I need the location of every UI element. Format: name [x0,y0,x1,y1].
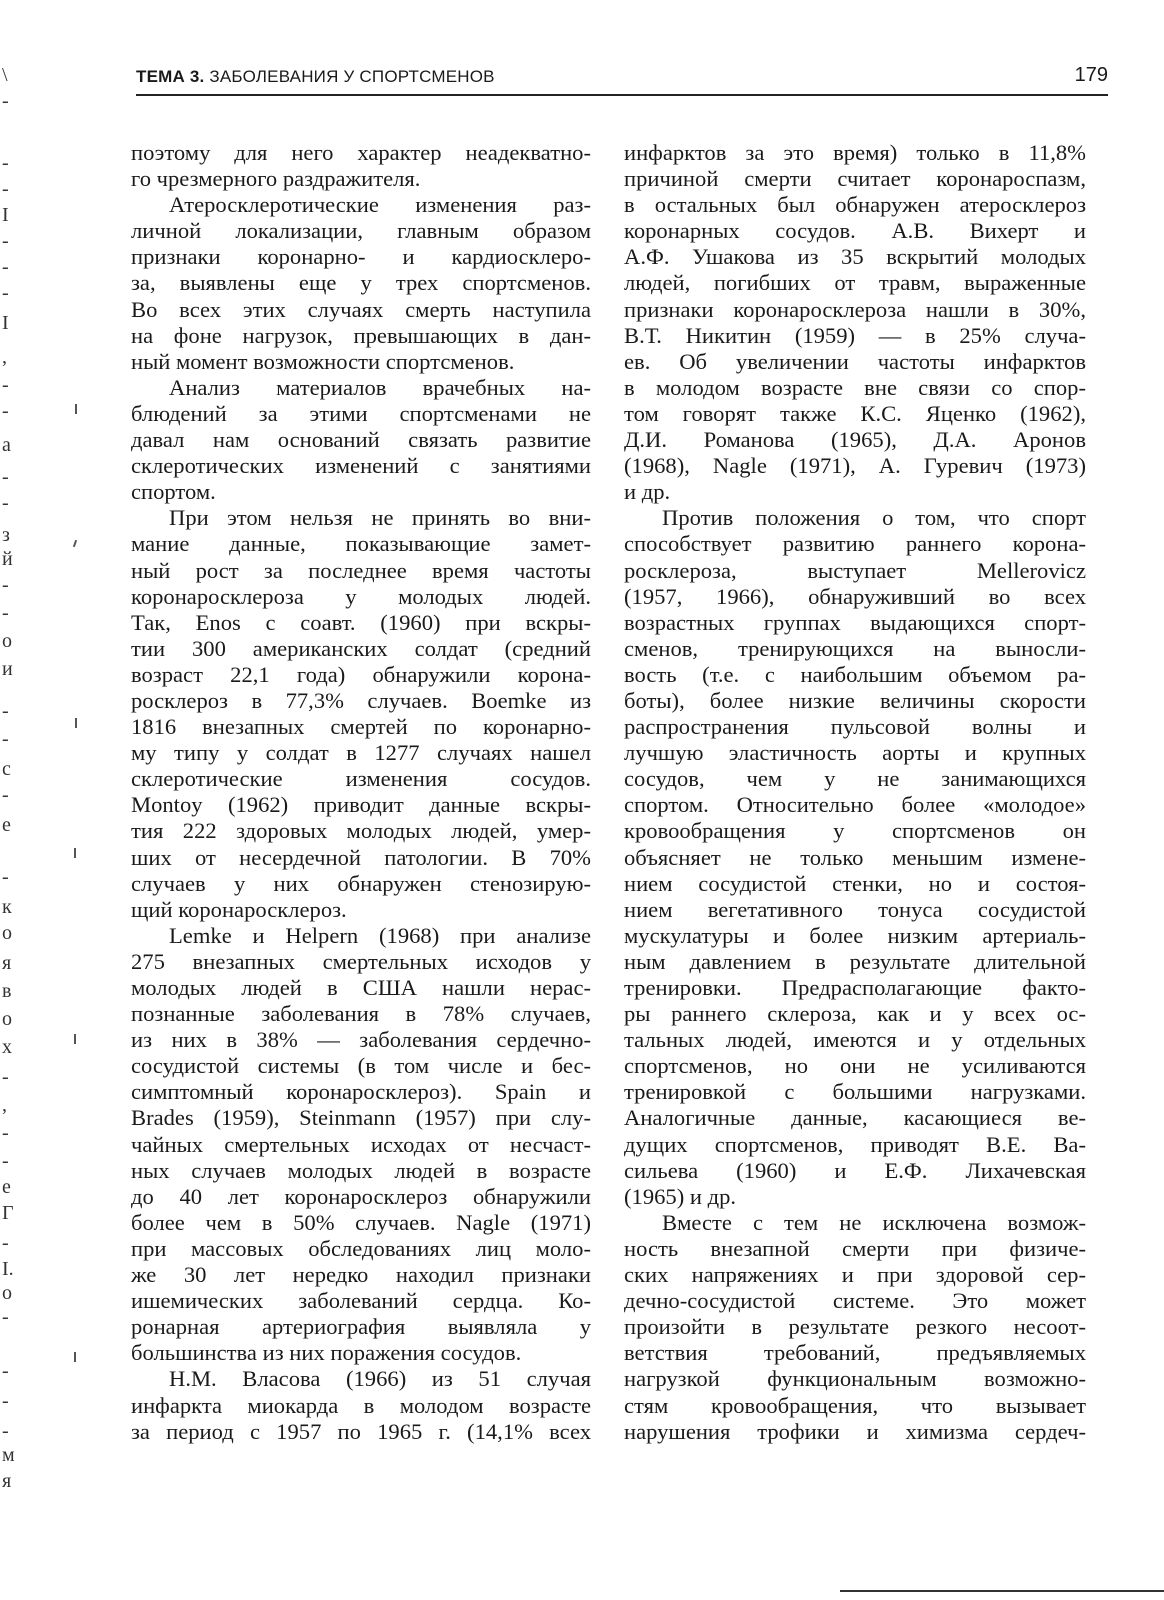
margin-fragment: - [2,256,9,278]
margin-fragment: - [2,866,9,888]
margin-fragment: и [2,658,13,680]
text-line: вость (т.е. с наибольшим объемом ра- [624,661,1086,687]
margin-fragment: - [2,1122,9,1144]
text-line: тренировкой с большими нагрузками. [624,1079,1086,1105]
margin-fragment: - [2,466,9,488]
margin-fragment: - [2,374,9,396]
margin-fragment: з [2,524,10,546]
text-line: (1968), Nagle (1971), А. Гуревич (1973) [624,453,1086,479]
margin-fragment: I [2,204,9,226]
text-line: за, выявлены еще у трех спортсменов. [131,270,591,296]
text-line: за период с 1957 по 1965 г. (14,1% всех [131,1418,591,1444]
margin-fragment: х [2,1036,12,1058]
text-line: сменов, тренирующихся на выносли- [624,635,1086,661]
margin-fragment: - [2,1066,9,1088]
section-title-text: ЗАБОЛЕВАНИЯ У СПОРТСМЕНОВ [204,67,495,86]
text-line: том говорят также К.С. Яценко (1962), [624,400,1086,426]
margin-fragment: е [2,814,11,836]
text-line: познанные заболевания в 78% случаев, [131,1001,591,1027]
text-line: спортсменов, но они не усиливаются [624,1053,1086,1079]
margin-fragment: \ [2,64,8,86]
text-line: мание данные, показывающие замет- [131,531,591,557]
text-line: тренировки. Предрасполагающие факто- [624,975,1086,1000]
margin-fragment: - [2,1390,9,1412]
text-line: более чем в 50% случаев. Nagle (1971) [131,1209,591,1235]
text-line: (1965) и др. [624,1183,737,1209]
margin-fragment: - [2,178,9,200]
text-line: ный рост за последнее время частоты [131,557,591,583]
margin-fragment: - [2,282,9,304]
text-line: в остальных был обнаружен атеросклероз [624,192,1086,218]
text-line: ный момент возможности спортсменов. [131,348,515,374]
text-line: объясняет не только меньшим измене- [624,844,1086,870]
text-line: Анализ материалов врачебных на- [169,374,591,400]
text-line: нарушения трофики и химизма сердеч- [624,1418,1086,1444]
text-line: поэтому для него характер неадекватно- [131,140,591,165]
text-line: Против положения о том, что спорт [662,505,1086,531]
text-line: спортом. [131,479,216,505]
section-label: ТЕМА 3. [136,67,205,86]
text-line: и др. [624,479,671,505]
margin-fragment: й [2,548,13,570]
margin-fragment: - [2,728,9,750]
text-line: способствует развитию раннего корона- [624,531,1086,557]
text-line: В.Т. Никитин (1959) — в 25% случа- [624,322,1086,348]
text-line: ших от несердечной патологии. В 70% [131,844,591,870]
text-line: коронаросклероза у молодых людей. [131,583,591,609]
text-line: склеротические изменения сосудов. [131,766,591,792]
margin-fragment: - [2,90,9,112]
margin-fragment: о [2,1282,12,1304]
text-line: признаки коронаросклероза нашли в 30%, [624,296,1086,322]
text-line: Во всех этих случаях смерть наступила [131,296,591,322]
text-line: на фоне нагрузок, превышающих в дан- [131,322,591,348]
margin-fragment: - [2,1306,9,1328]
margin-fragment: с [2,758,11,780]
text-line: склеротических изменений с занятиями [131,453,591,479]
right-column [624,140,1086,1445]
margin-fragment: - [2,784,9,806]
text-line: Montoy (1962) приводит данные вскры- [131,792,591,818]
text-line: Вместе с тем не исключена возмож- [662,1209,1086,1235]
margin-fragment: , [2,1094,7,1116]
margin-fragment: - [2,400,9,422]
margin-fragment: я [2,1470,12,1492]
margin-fragment: - [2,1360,9,1382]
text-line: мускулатуры и более низким артериаль- [624,922,1086,948]
text-line: же 30 лет нередко находил признаки [131,1262,591,1288]
text-line: кровообращения у спортсменов он [624,818,1086,844]
margin-fragment: Г [2,1202,14,1224]
text-line: при массовых обследованиях лиц моло- [131,1235,591,1261]
text-line: ишемических заболеваний сердца. Ко- [131,1288,591,1314]
text-line: При этом нельзя не принять во вни- [169,505,591,531]
margin-fragment: к [2,896,12,918]
text-line: чайных смертельных исходах от несчаст- [131,1131,591,1157]
text-line: (1957, 1966), обнаруживший во всех [624,583,1086,609]
text-line: дущих спортсменов, приводят В.Е. Ва- [624,1131,1086,1157]
text-line: до 40 лет коронаросклероз обнаружили [131,1183,591,1209]
text-line: сосудов, чем у не занимающихся [624,766,1086,792]
text-line: распространения пульсовой волны и [624,714,1086,740]
text-line: ры раннего склероза, как и у всех ос- [624,1001,1086,1027]
text-line: Brades (1959), Steinmann (1957) при слу- [131,1105,591,1131]
text-line: боты), более низкие величины скорости [624,687,1086,713]
text-line: большинства из них поражения сосудов. [131,1340,522,1366]
text-line: нием сосудистой стенки, но и состоя- [624,870,1086,896]
text-line: росклероза, выступает Mellerovicz [624,557,1086,583]
margin-fragment: - [2,1420,9,1442]
margin-fragment: е [2,1176,11,1198]
text-line: возраст 22,1 года) обнаружили корона- [131,661,591,687]
page-number: 179 [1074,64,1108,86]
previous-page-margin [0,0,20,1600]
left-column [131,140,591,1445]
text-line: молодых людей в США нашли нерас- [131,975,591,1000]
text-line: лучшую эластичность аорты и крупных [624,740,1086,766]
text-line: тия 222 здоровых молодых людей, умер- [131,818,591,844]
text-line: ветствия требований, предъявляемых [624,1340,1086,1366]
margin-fragment: о [2,922,12,944]
text-line: А.Ф. Ушакова из 35 вскрытий молодых [624,244,1086,270]
text-line: Д.И. Романова (1965), Д.А. Аронов [624,427,1086,453]
running-header [136,64,1108,96]
margin-fragment: в [2,980,12,1002]
text-line: людей, погибших от травм, выраженные [624,270,1086,296]
text-line: го чрезмерного раздражителя. [131,166,421,192]
text-line: случаев у них обнаружен стенозирую- [131,870,591,896]
text-line: из них в 38% — заболевания сердечно- [131,1027,591,1053]
text-line: личной локализации, главным образом [131,218,591,244]
text-line: Атеросклеротические изменения раз- [169,192,591,218]
margin-fragment: - [2,1232,9,1254]
text-line: 1816 внезапных смертей по коронарно- [131,714,591,740]
text-line: сосудистой системы (в том числе и бес- [131,1053,591,1079]
text-line: ных случаев молодых людей в возрасте [131,1157,591,1183]
margin-fragment: о [2,630,12,652]
text-line: нагрузкой функциональным возможно- [624,1366,1086,1392]
text-line: признаки коронарно- и кардиосклеро- [131,244,591,270]
margin-fragment: - [2,230,9,252]
text-line: Lemke и Helpern (1968) при анализе [169,922,591,948]
text-line: росклероз в 77,3% случаев. Boemke из [131,687,591,713]
margin-fragment: - [2,574,9,596]
text-line: стям кровообращения, что вызывает [624,1392,1086,1418]
margin-fragment: я [2,952,12,974]
text-line: сильева (1960) и Е.Ф. Лихачевская [624,1157,1086,1183]
text-line: причиной смерти считает коронароспазм, [624,166,1086,192]
margin-fragment: I [2,312,9,334]
margin-fragment: м [2,1444,15,1466]
margin-fragment: I. [2,1258,14,1280]
margin-fragment: a [2,434,11,456]
text-line: спортом. Относительно более «молодое» [624,792,1086,818]
text-line: Аналогичные данные, касающиеся ве- [624,1105,1086,1131]
text-line: щий коронаросклероз. [131,896,347,922]
text-line: ность внезапной смерти при физиче- [624,1235,1086,1261]
text-line: 275 внезапных смертельных исходов у [131,948,591,974]
text-line: давал нам оснований связать развитие [131,427,591,453]
text-line: му типу у солдат в 1277 случаях нашел [131,740,591,766]
text-line: инфарктов за это время) только в 11,8% [624,140,1086,165]
text-line: ным давлением в результате длительной [624,948,1086,974]
margin-fragment: о [2,1008,12,1030]
text-line: произойти в результате резкого несоот- [624,1314,1086,1340]
text-line: в молодом возрасте вне связи со спор- [624,374,1086,400]
text-line: коронарных сосудов. А.В. Вихерт и [624,218,1086,244]
text-line: Н.М. Власова (1966) из 51 случая [169,1366,591,1392]
margin-fragment: - [2,1150,9,1172]
text-line: инфаркта миокарда в молодом возрасте [131,1392,591,1418]
margin-fragment: - [2,700,9,722]
text-line: ронарная артериография выявляла у [131,1314,591,1340]
text-line: блюдений за этими спортсменами не [131,400,591,426]
text-line: нием вегетативного тонуса сосудистой [624,896,1086,922]
margin-fragment: - [2,152,9,174]
bottom-rule [840,1590,1164,1592]
text-line: Так, Enos с соавт. (1960) при вскры- [131,609,591,635]
section-title [136,67,495,87]
text-line: дечно-сосудистой системе. Это может [624,1288,1086,1314]
margin-fragment: - [2,602,9,624]
text-line: тальных людей, имеются и у отдельных [624,1027,1086,1053]
text-line: ских напряжениях и при здоровой сер- [624,1262,1086,1288]
text-line: тии 300 американских солдат (средний [131,635,591,661]
text-line: симптомный коронаросклероз). Spain и [131,1079,591,1105]
margin-fragment: , [2,346,7,368]
text-line: ев. Об увеличении частоты инфарктов [624,348,1086,374]
margin-fragment: - [2,492,9,514]
text-line: возрастных группах выдающихся спорт- [624,609,1086,635]
